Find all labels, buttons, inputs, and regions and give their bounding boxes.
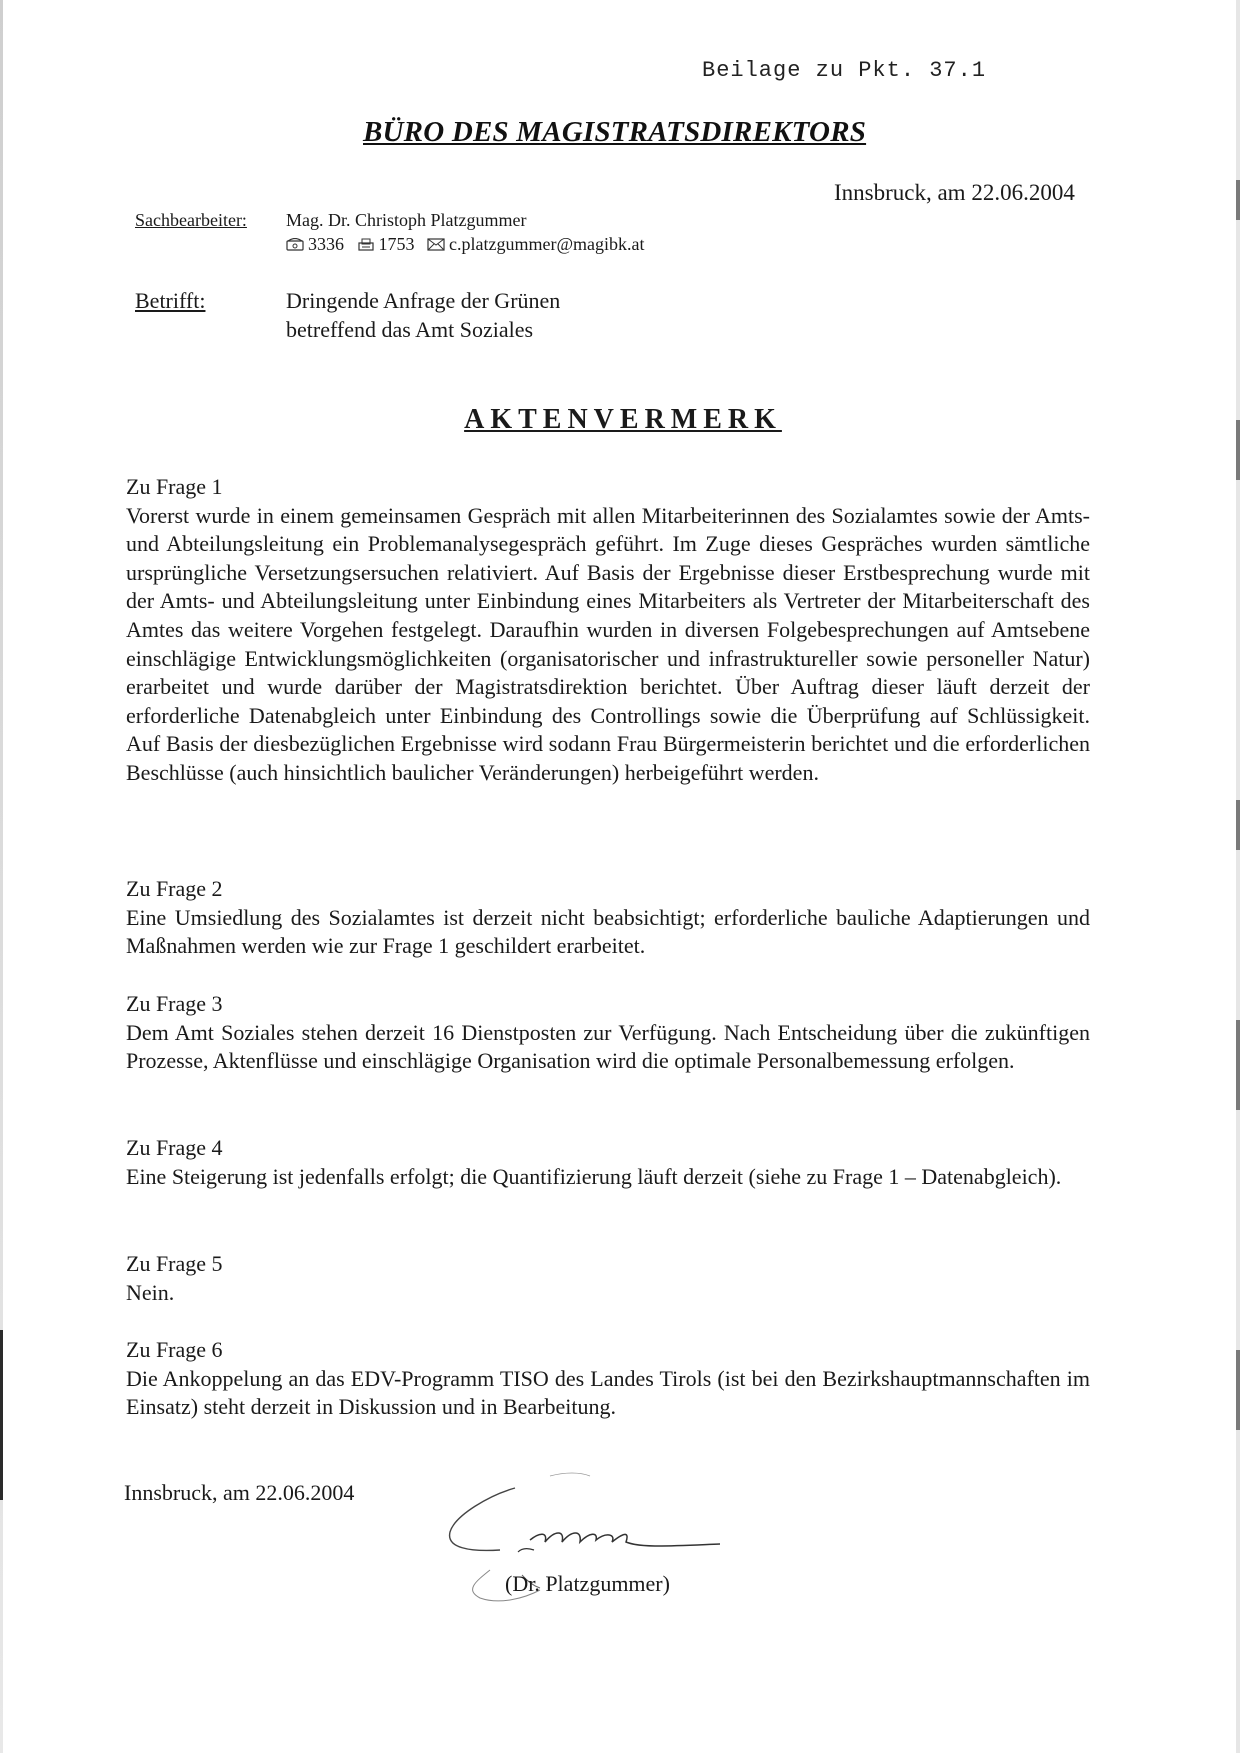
- fax-icon: [357, 238, 375, 251]
- mail-icon: [427, 238, 445, 251]
- question-heading: Zu Frage 3: [126, 991, 223, 1016]
- question-block-4: [126, 1134, 1090, 1191]
- question-answer: Eine Umsiedlung des Sozialamtes ist derzeit nicht beabsichtigt; erforderliche bauliche Adaptierungen und Maßnahmen werden wie zur Frage 1 geschildert erarbeitet.: [126, 904, 1090, 959]
- scan-edge-mark: [1236, 180, 1240, 220]
- question-block-1: [126, 473, 1090, 788]
- question-answer: Die Ankoppelung an das EDV-Programm TISO des Landes Tirols (ist bei den Bezirkshauptmannschaften im Einsatz) steht derzeit in Diskussion und in Bearbeitung.: [126, 1365, 1090, 1420]
- clerk-name: Mag. Dr. Christoph Platzgummer: [286, 210, 527, 230]
- question-answer: Dem Amt Soziales stehen derzeit 16 Dienstposten zur Verfügung. Nach Entscheidung über die zukünftigen Prozesse, Aktenflüsse und einschlägige Organisation wird die optimale Personalbemessung erfolgen.: [126, 1019, 1090, 1074]
- office-heading: BÜRO DES MAGISTRATSDIREKTORS: [363, 116, 867, 148]
- scan-edge-left-mark: [0, 1330, 3, 1500]
- signature-name: (Dr. Platzgummer): [505, 1571, 670, 1596]
- question-answer: Vorerst wurde in einem gemeinsamen Gespräch mit allen Mitarbeiterinnen des Sozialamtes sowie der Amts- und Abteilungsleitung ein Problemanalysegespräch geführt. Im Zuge dieses Gespräches wurden sämtliche ursprüngliche Versetzungsersuchen relativiert. Auf Basis der Ergebnisse dieser Erstbesprechung wurde mit der Amts- und Abteilungsleitung unter Einbindung eines Mitarbeiters als Vertreter der Mitarbeiterschaft des Amtes das weitere Vorgehen festgelegt. Daraufhin wurden in diversen Folgebesprechungen auf Amtsebene einschlägige Entwicklungsmöglichkeiten (organisatorischer und infrastruktureller sowie personeller Natur) erarbeitet und wurde darüber der Magistratsdirektion berichtet. Über Auftrag dieser läuft derzeit der erforderliche Datenabgleich unter Einbindung des Controllings sowie die Überprüfung auf Schlüssigkeit. Auf Basis der diesbezüglichen Ergebnisse wird sodann Frau Bürgermeisterin berichtet und die erforderlichen Beschlüsse (auch hinsichtlich baulicher Veränderungen) herbeigeführt werden.: [126, 502, 1090, 785]
- contact-line: [286, 234, 645, 255]
- question-heading: Zu Frage 2: [126, 876, 223, 901]
- question-answer: Eine Steigerung ist jedenfalls erfolgt; die Quantifizierung läuft derzeit (siehe zu Frage 1 – Datenabgleich).: [126, 1163, 1062, 1189]
- scan-edge-mark: [1236, 1350, 1240, 1430]
- attachment-reference: Beilage zu Pkt. 37.1: [702, 58, 987, 83]
- question-answer: Nein.: [126, 1279, 175, 1305]
- subject-line-1: Dringende Anfrage der Grünen: [286, 288, 561, 313]
- scan-edge-mark: [1236, 1020, 1240, 1110]
- question-heading: Zu Frage 1: [126, 474, 223, 499]
- question-block-6: [126, 1336, 1090, 1422]
- question-heading: Zu Frage 4: [126, 1135, 223, 1160]
- question-heading: Zu Frage 6: [126, 1337, 223, 1362]
- phone-number: 3336: [308, 234, 344, 254]
- scan-edge-right: [1236, 0, 1240, 1753]
- question-block-5: [126, 1250, 1090, 1307]
- question-heading: Zu Frage 5: [126, 1251, 223, 1276]
- place-date-bottom: Innsbruck, am 22.06.2004: [124, 1480, 355, 1505]
- subject-label: Betrifft:: [135, 288, 206, 313]
- question-block-2: [126, 875, 1090, 961]
- scan-edge-mark: [1236, 800, 1240, 850]
- document-title: AKTENVERMERK: [464, 404, 782, 435]
- fax-number: 1753: [378, 234, 415, 254]
- clerk-label: Sachbearbeiter:: [135, 210, 247, 230]
- subject-line-2: betreffend das Amt Soziales: [286, 317, 534, 342]
- question-block-3: [126, 990, 1090, 1076]
- place-date-top: Innsbruck, am 22.06.2004: [834, 180, 1075, 205]
- phone-icon: [286, 238, 304, 251]
- email-address: c.platzgummer@magibk.at: [449, 234, 645, 254]
